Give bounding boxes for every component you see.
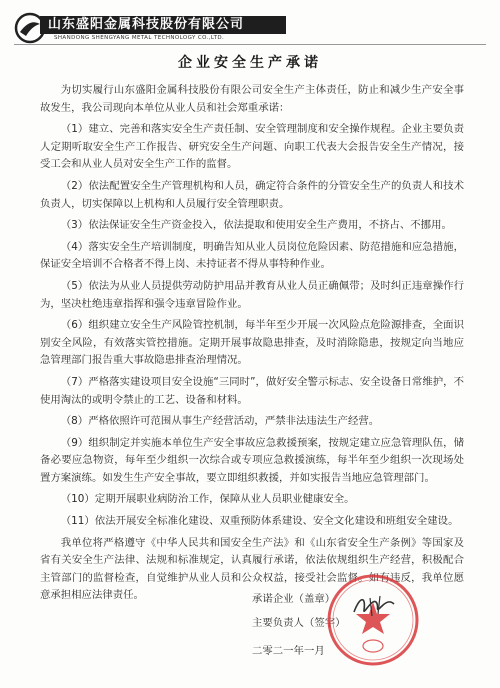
sign-leader: 主要负责人（签字）: [252, 617, 346, 629]
commitment-item: （3）依法保证安全生产资金投入，依法提取和使用安全生产费用，不挤占、不挪用。: [60, 219, 452, 232]
commitment-item: （2）依法配置安全生产管理机构和人员，确定符合条件的分管安全生产的负责人和技术负责人，切实保障以上机构和人员履行安全管理职责。: [40, 179, 464, 210]
sign-company: 承诺企业（盖章）: [252, 593, 336, 605]
document-title: 企业安全生产承诺: [178, 55, 322, 71]
sign-date: 二零二一年一月: [252, 645, 325, 657]
intro-paragraph: 为切实履行山东盛阳金属科技股份有限公司安全生产主体责任，防止和减少生产安全事故发生，我公司现向本单位从业人员和社会郑重承诺：: [40, 84, 464, 114]
letterhead: [14, 12, 486, 48]
company-name-en: SHANDONG SHENGYANG METAL TECHNOLOGY CO.,LTD.: [54, 35, 225, 41]
commitment-item: （11）依法开展安全标准化建设、双重预防体系建设、安全文化建设和班组安全建设。: [60, 515, 459, 528]
handwritten-signature-icon: [350, 592, 398, 620]
commitment-item: （5）依法为从业人员提供劳动防护用品并教育从业人员正确佩带；及时纠正违章操作行为，坚决杜绝违章指挥和强令违章冒险作业。: [40, 279, 464, 310]
document-body: [40, 82, 464, 609]
commitment-item: （4）落实安全生产培训制度，明确告知从业人员岗位危险因素、防范措施和应急措施，保证安全培训不合格者不得上岗、未持证者不得从事特种作业。: [40, 240, 464, 271]
commitment-item: （10）定期开展职业病防治工作，保障从业人员职业健康安全。: [60, 493, 355, 506]
commitment-item: （6）组织建立安全生产风险管控机制，每半年至少开展一次风险点危险源排查，全面识别安全风险，有效落实管控措施。定期开展事故隐患排查，及时消除隐患，按规定向当地应急管理部门报告重大事故隐患排查治理情况。: [40, 319, 464, 367]
company-name-cn: 山东盛阳金属科技股份有限公司: [40, 16, 286, 34]
commitment-item: （1）建立、完善和落实安全生产责任制、安全管理制度和安全操作规程。企业主要负责人定期听取安全生产工作报告、研究安全生产问题、向职工代表大会报告安全生产情况，接受工会和从业人员对安全生产工作的监督。: [40, 123, 464, 171]
closing-paragraph: 我单位将严格遵守《中华人民共和国安全生产法》和《山东省安全生产条例》等国家及省有关安全生产法律、法规和标准规定，认真履行承诺，依法依规组织生产经营，积极配合主管部门的监督检查，自觉维护从业人员和公众权益，接受社会监督。如有违反，我单位愿意承担相应法律责任。: [40, 536, 464, 602]
header-divider: [14, 44, 486, 45]
commitment-item: （8）严格依照许可范围从事生产经营活动，严禁非法违法生产经营。: [60, 415, 380, 428]
commitment-item: （9）组织制定并实施本单位生产安全事故应急救援预案，按规定建立应急管理队伍，储备必要应急物资，每年至少组织一次综合或专项应急救援演练，每半年至少组织一次现场处置方案演练。如发生生产安全事故，要立即组织救援，并如实报告当地应急管理部门。: [40, 436, 464, 484]
company-seal-icon: [325, 572, 421, 668]
commitment-item: （7）严格落实建设项目安全设施“三同时”，做好安全警示标志、安全设备日常维护，不使用淘汰的或明令禁止的工艺、设备和材料。: [40, 375, 464, 406]
